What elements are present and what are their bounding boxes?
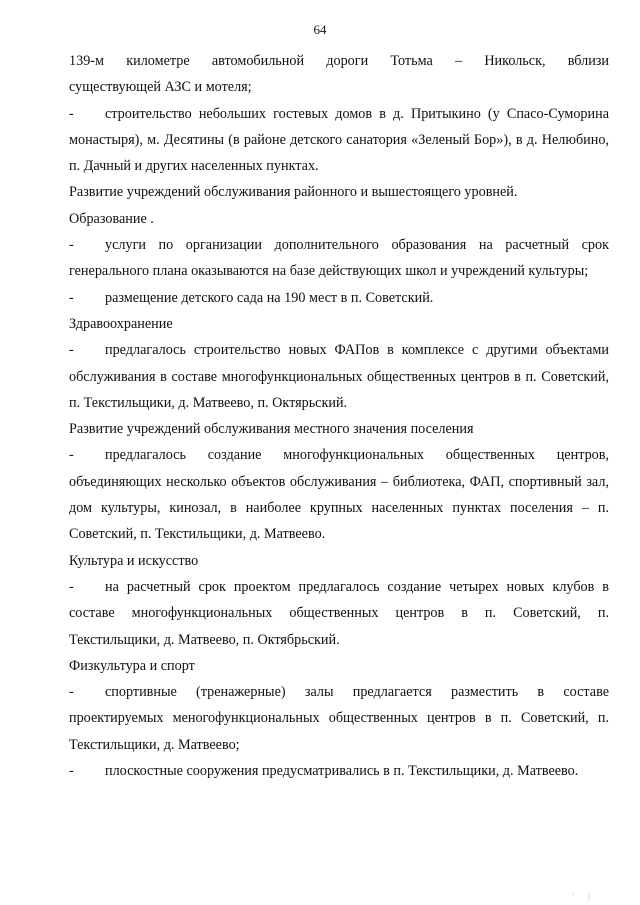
list-dash: - [69, 763, 74, 780]
list-item [69, 679, 609, 758]
list-item [69, 442, 609, 547]
list-item [69, 574, 609, 653]
text-line: существующей АЗС и мотеля; [69, 79, 252, 96]
section-heading: Здравоохранение [69, 315, 173, 332]
list-dash: - [69, 105, 74, 122]
list-dash: - [69, 237, 74, 254]
list-item-text: спортивные (тренажерные) залы предлагается разместить в составе проектируемых меногофункциональных общественных центров в п. Советский, п. Текстильщики, д. Матвеево; [69, 684, 609, 753]
list-item [69, 337, 609, 416]
section-heading: Образование . [69, 210, 154, 227]
list-item [69, 285, 609, 311]
list-item-text: предлагалось строительство новых ФАПов в комплексе с другими объектами обслуживания в составе многофункциональных общественных центров в п. Советский, п. Текстильщики, д. Матвеево, п. Октярьский. [69, 342, 609, 411]
section-heading: Культура и искусство [69, 552, 199, 569]
section-heading: Развитие учреждений обслуживания местного значения поселения [69, 421, 474, 438]
text-line: 139-м километре автомобильной дороги Тотьма – Никольск, вблизи [69, 53, 609, 69]
section-heading: Физкультура и спорт [69, 657, 195, 674]
section-heading: Развитие учреждений обслуживания районного и вышестоящего уровней. [69, 184, 518, 201]
list-item [69, 101, 609, 180]
list-dash: - [69, 342, 74, 359]
list-item-text: услуги по организации дополнительного образования на расчетный срок генерального плана оказываются на базе действующих школ и учреждений культуры; [69, 237, 609, 280]
list-item-text: предлагалось создание многофункциональных общественных центров, объединяющих несколько объектов обслуживания – библиотека, ФАП, спортивный зал, дом культуры, кинозал, в наиболее крупных населенных пунктах поселения – п. Советский, п. Текстильщики, д. Матвеево. [69, 447, 609, 543]
list-dash: - [69, 684, 74, 701]
paragraph-continuation [69, 48, 609, 101]
list-item-text: размещение детского сада на 190 мест в п. Советский. [105, 289, 434, 306]
list-item-text: на расчетный срок проектом предлагалось создание четырех новых клубов в составе многофункциональных общественных центров в п. Советский, п. Текстильщики, д. Матвеево, п. Октябрьский. [69, 578, 609, 648]
page-number: 64 [313, 22, 327, 37]
list-item [69, 232, 609, 285]
scan-artifact: ' | [572, 891, 596, 901]
list-item [69, 758, 609, 784]
list-item-text: плоскостные сооружения предусматривались в п. Текстильщики, д. Матвеево. [105, 763, 579, 780]
list-dash: - [69, 447, 74, 464]
list-item-text: строительство небольших гостевых домов в д. Притыкино (у Спасо-Суморина монастыря), м. Десятины (в районе детского санатория «Зеленый Бор»), в д. Нелюбино, п. Дачный и других населенных пунктах. [69, 105, 609, 175]
document-body [69, 48, 609, 784]
list-dash: - [69, 289, 74, 306]
list-dash: - [69, 578, 74, 595]
